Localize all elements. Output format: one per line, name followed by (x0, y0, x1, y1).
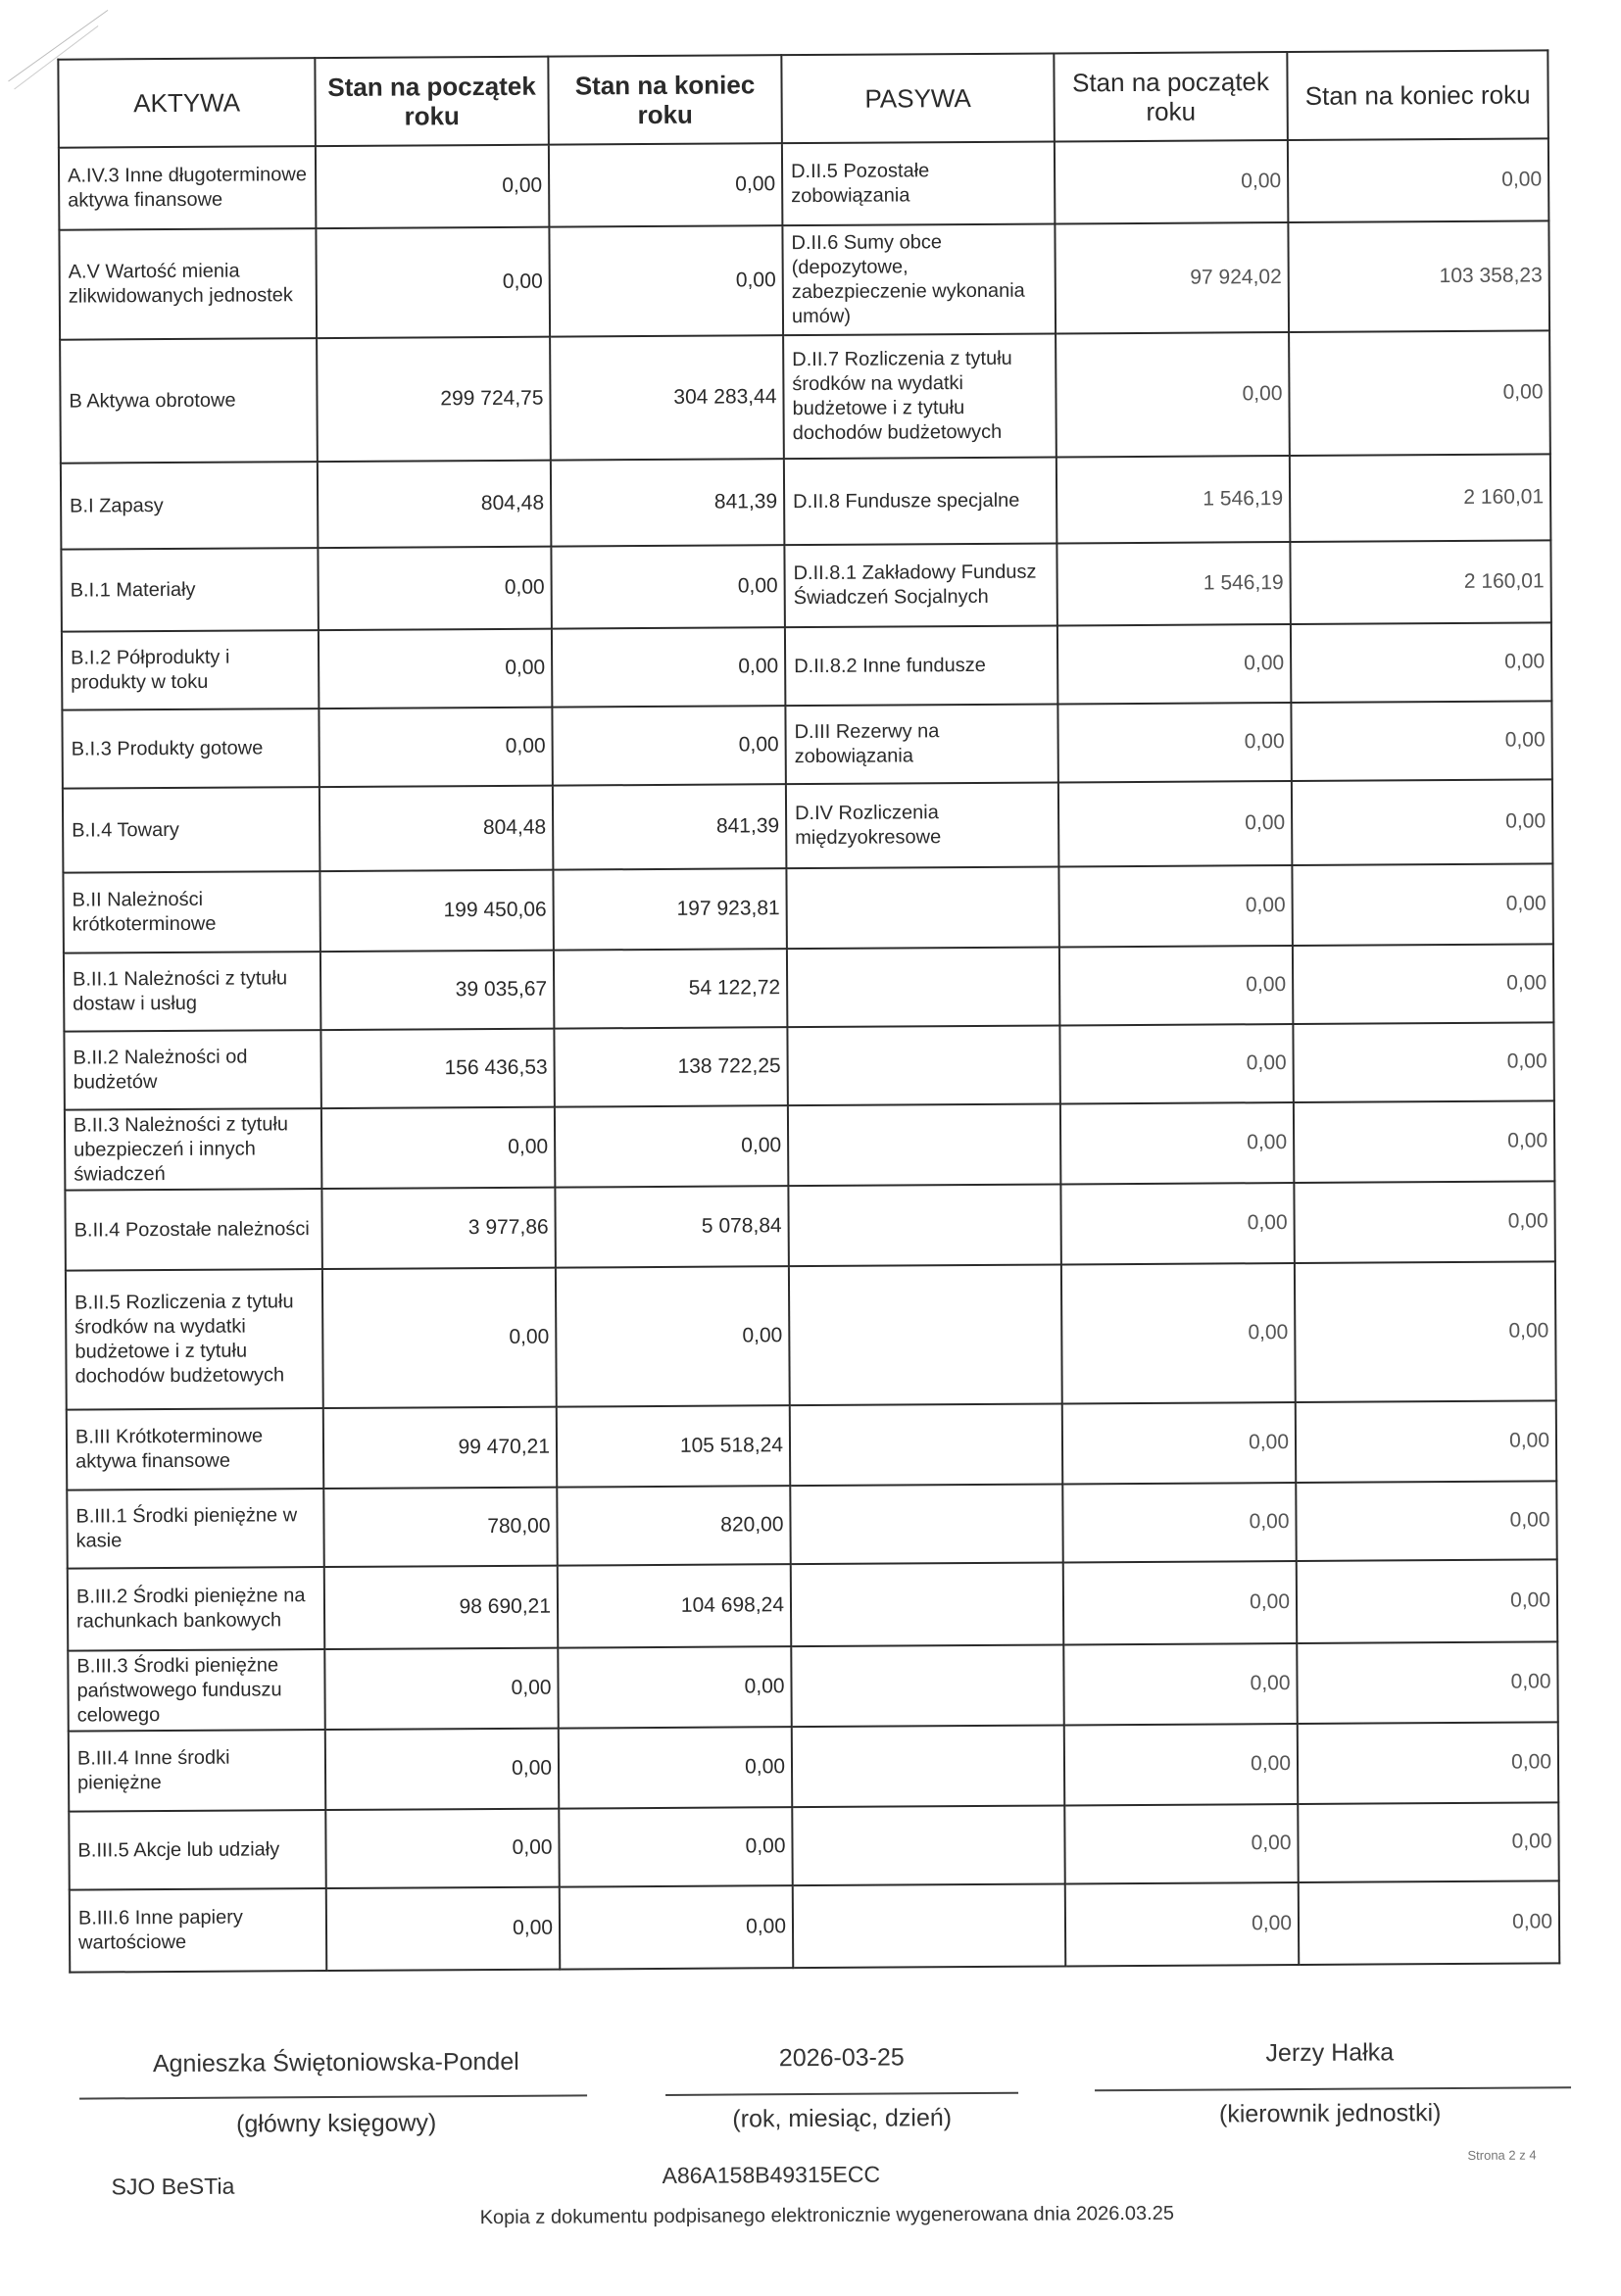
liability-end-value: 103 358,23 (1288, 220, 1549, 332)
asset-end-value: 0,00 (560, 1885, 794, 1969)
liability-start-value: 0,00 (1055, 140, 1289, 223)
asset-end-value: 5 078,84 (555, 1186, 788, 1267)
footer-system: SJO BeSTia (111, 2173, 235, 2200)
liability-start-value: 0,00 (1062, 1402, 1296, 1484)
liability-start-value: 0,00 (1062, 1483, 1296, 1562)
liability-end-value: 0,00 (1296, 1400, 1556, 1483)
table-row (65, 1181, 1554, 1270)
table-row (66, 1261, 1556, 1409)
liability-label: D.II.6 Sumy obce (depozytowe, zabezpieczenie wykonania umów) (782, 223, 1056, 335)
liability-label (787, 947, 1059, 1027)
liability-start-value: 0,00 (1060, 1183, 1294, 1264)
asset-label: B.I Zapasy (61, 462, 319, 550)
liability-end-value: 0,00 (1291, 622, 1551, 703)
asset-end-value: 0,00 (549, 225, 783, 336)
asset-label: B.III.1 Środki pieniężne w kasie (67, 1489, 323, 1569)
footer-note: Kopia z dokumentu podpisanego elektronicznie wygenerowana dnia 2026.03.25 (479, 2202, 1175, 2229)
table-row (67, 1400, 1556, 1490)
asset-label: B.II.1 Należności z tytułu dostaw i usług (64, 952, 320, 1032)
asset-label: A.IV.3 Inne długoterminowe aktywa finansowe (59, 146, 317, 230)
asset-label: B.I.4 Towary (63, 787, 320, 873)
manager-signature-line (1095, 2086, 1571, 2091)
liability-end-value: 0,00 (1297, 1559, 1558, 1643)
asset-label: B.III.6 Inne papiery wartościowe (70, 1888, 327, 1973)
asset-label: B.II.3 Należności z tytułu ubezpieczeń i innych świadczeń (65, 1108, 321, 1191)
liability-label: D.II.7 Rozliczenia z tytułu środków na wydatki budżetowe i z tytułu dochodów budżetowych (783, 333, 1056, 459)
table-body (59, 138, 1559, 1972)
liability-start-value: 0,00 (1064, 1724, 1298, 1805)
date-value: 2026-03-25 (778, 2043, 905, 2073)
liability-start-value: 0,00 (1059, 1024, 1293, 1103)
asset-label: B.I.1 Materiały (61, 548, 319, 632)
asset-end-value: 0,00 (556, 1266, 790, 1406)
liability-end-value: 0,00 (1295, 1261, 1556, 1402)
asset-end-value: 820,00 (557, 1486, 790, 1565)
liability-start-value: 0,00 (1056, 332, 1290, 457)
table-row (59, 138, 1548, 229)
liability-end-value: 0,00 (1293, 1022, 1553, 1102)
asset-start-value: 39 035,67 (320, 951, 554, 1030)
asset-label: B.III.5 Akcje lub udziały (69, 1810, 325, 1890)
asset-label: B.III.2 Środki pieniężne na rachunkach bankowych (68, 1567, 325, 1651)
asset-end-value: 304 283,44 (550, 335, 784, 460)
asset-end-value: 841,39 (553, 784, 787, 869)
asset-label: B.II.2 Należności od budżetów (64, 1030, 320, 1110)
asset-label: B.II.4 Pozostałe należności (65, 1189, 321, 1271)
asset-start-value: 0,00 (319, 629, 552, 708)
asset-start-value: 0,00 (325, 1729, 559, 1810)
table-row (68, 1559, 1557, 1650)
asset-end-value: 0,00 (555, 1105, 788, 1187)
header-aktywa: AKTYWA (58, 58, 316, 148)
liability-label (790, 1403, 1062, 1486)
liability-label: D.II.8.2 Inne fundusze (785, 625, 1057, 706)
liability-label (788, 1103, 1060, 1186)
asset-start-value: 0,00 (316, 227, 550, 338)
liability-label: D.III Rezerwy na zobowiązania (785, 704, 1057, 784)
liability-label (792, 1725, 1064, 1807)
asset-label: B.II.5 Rozliczenia z tytułu środków na wydatki budżetowe i z tytułu dochodów budżetowych (66, 1269, 323, 1410)
liability-start-value: 1 546,19 (1056, 542, 1291, 625)
liability-end-value: 0,00 (1294, 1100, 1554, 1183)
asset-start-value: 0,00 (324, 1648, 558, 1730)
date-signature-line (665, 2092, 1018, 2096)
footer-page-number: Strona 2 z 4 (1467, 2147, 1537, 2163)
header-assets-end: Stan na koniec roku (548, 55, 782, 144)
liability-end-value: 0,00 (1288, 138, 1549, 222)
table-row (64, 944, 1553, 1031)
table-row (63, 779, 1552, 872)
liability-start-value: 0,00 (1058, 781, 1293, 866)
asset-start-value: 0,00 (316, 145, 550, 228)
asset-label: B.II Należności krótkoterminowe (63, 871, 319, 953)
asset-start-value: 3 977,86 (321, 1188, 555, 1269)
liability-start-value: 0,00 (1059, 946, 1293, 1025)
table-row (62, 622, 1551, 709)
asset-start-value: 0,00 (326, 1887, 561, 1971)
asset-end-value: 0,00 (552, 627, 785, 707)
asset-end-value: 105 518,24 (557, 1405, 790, 1487)
liability-label: D.II.8 Fundusze specjalne (784, 457, 1057, 545)
table-row (68, 1641, 1557, 1731)
liability-end-value: 0,00 (1292, 779, 1553, 865)
table-row (69, 1802, 1558, 1889)
liability-start-value: 97 924,02 (1055, 222, 1289, 333)
liability-end-value: 0,00 (1297, 1641, 1557, 1724)
accountant-name: Agnieszka Świętoniowska-Pondel (152, 2047, 519, 2078)
asset-label: B.III.4 Inne środki pieniężne (69, 1730, 325, 1812)
asset-end-value: 0,00 (552, 706, 785, 785)
asset-end-value: 138 722,25 (554, 1027, 787, 1106)
liability-end-value: 0,00 (1296, 1481, 1556, 1561)
header-row (58, 50, 1548, 147)
liability-label (790, 1484, 1062, 1564)
asset-start-value: 98 690,21 (324, 1566, 559, 1649)
table-row (64, 1022, 1553, 1109)
liability-start-value: 0,00 (1064, 1804, 1298, 1883)
asset-start-value: 0,00 (319, 708, 552, 787)
liability-end-value: 0,00 (1293, 944, 1553, 1024)
liability-end-value: 0,00 (1298, 1802, 1558, 1882)
header-pasywa: PASYWA (781, 53, 1055, 143)
liability-end-value: 0,00 (1294, 1181, 1554, 1263)
liability-start-value: 1 546,19 (1056, 456, 1291, 543)
liability-start-value: 0,00 (1063, 1561, 1298, 1644)
liability-start-value: 0,00 (1063, 1643, 1297, 1725)
accountant-role: (główny księgowy) (236, 2109, 437, 2138)
accountant-signature-line (79, 2094, 587, 2099)
asset-start-value: 804,48 (319, 786, 554, 871)
manager-role: (kierownik jednostki) (1218, 2099, 1442, 2128)
table-row (59, 220, 1549, 339)
asset-end-value: 0,00 (559, 1727, 792, 1808)
balance-sheet-table (57, 49, 1560, 1973)
table-row (61, 540, 1550, 631)
manager-name: Jerzy Hałka (1265, 2038, 1395, 2068)
asset-end-value: 841,39 (551, 459, 785, 546)
liability-end-value: 2 160,01 (1290, 454, 1551, 542)
asset-start-value: 156 436,53 (320, 1029, 554, 1108)
asset-start-value: 0,00 (322, 1268, 557, 1408)
liability-label (788, 1184, 1060, 1266)
table-row (65, 1100, 1554, 1190)
asset-start-value: 780,00 (323, 1488, 557, 1567)
asset-label: B.I.2 Półprodukty i produkty w toku (62, 630, 319, 710)
liability-start-value: 0,00 (1065, 1882, 1300, 1966)
asset-end-value: 0,00 (551, 545, 785, 628)
table-row (67, 1481, 1556, 1568)
liability-label (791, 1562, 1064, 1646)
liability-start-value: 0,00 (1060, 1102, 1294, 1184)
asset-start-value: 199 450,06 (319, 870, 553, 952)
liability-end-value: 2 160,01 (1290, 540, 1551, 624)
asset-end-value: 54 122,72 (554, 949, 787, 1028)
asset-start-value: 0,00 (325, 1809, 559, 1888)
asset-label: B.I.3 Produkty gotowe (62, 708, 319, 789)
asset-label: B.III.3 Środki pieniężne państwowego funduszu celowego (68, 1649, 324, 1732)
liability-start-value: 0,00 (1061, 1263, 1296, 1403)
asset-end-value: 0,00 (549, 143, 783, 226)
asset-label: B.III Krótkoterminowe aktywa finansowe (67, 1408, 323, 1490)
liability-label (786, 866, 1058, 949)
asset-start-value: 0,00 (318, 547, 552, 630)
asset-end-value: 104 698,24 (558, 1564, 792, 1647)
asset-start-value: 0,00 (321, 1107, 555, 1189)
liability-label (791, 1644, 1063, 1727)
asset-end-value: 0,00 (559, 1807, 792, 1886)
liability-label (789, 1264, 1062, 1405)
table-row (63, 863, 1552, 953)
liability-label: D.II.8.1 Zakładowy Fundusz Świadczeń Socjalnych (784, 543, 1057, 627)
table-row (70, 1881, 1559, 1972)
liability-end-value: 0,00 (1291, 701, 1551, 781)
liability-label (787, 1025, 1059, 1105)
asset-label: B Aktywa obrotowe (60, 338, 318, 464)
asset-end-value: 0,00 (558, 1646, 791, 1728)
header-liabilities-end: Stan na koniec roku (1287, 50, 1548, 140)
asset-start-value: 804,48 (318, 461, 552, 548)
liability-end-value: 0,00 (1298, 1722, 1558, 1804)
asset-label: A.V Wartość mienia zlikwidowanych jednostek (59, 228, 317, 340)
liability-end-value: 0,00 (1289, 330, 1550, 456)
header-liabilities-start: Stan na początek roku (1054, 52, 1288, 141)
liability-label (793, 1883, 1066, 1968)
liability-label: D.IV Rozliczenia międzyokresowe (786, 782, 1059, 868)
header-assets-start: Stan na początek roku (315, 57, 549, 146)
liability-start-value: 0,00 (1058, 865, 1292, 947)
liability-label (792, 1805, 1064, 1885)
asset-start-value: 299 724,75 (317, 337, 551, 462)
table-row (69, 1722, 1558, 1811)
liability-label: D.II.5 Pozostałe zobowiązania (782, 141, 1056, 225)
liability-start-value: 0,00 (1057, 624, 1291, 704)
date-role: (rok, miesiąc, dzień) (732, 2104, 953, 2133)
asset-start-value: 99 470,21 (323, 1407, 557, 1489)
liability-end-value: 0,00 (1292, 863, 1552, 946)
liability-start-value: 0,00 (1057, 703, 1291, 782)
table-row (60, 330, 1550, 463)
asset-end-value: 197 923,81 (553, 868, 786, 950)
table-row (62, 701, 1551, 788)
liability-end-value: 0,00 (1299, 1881, 1560, 1965)
footer-hash: A86A158B49315ECC (662, 2161, 881, 2188)
table-row (61, 454, 1551, 549)
